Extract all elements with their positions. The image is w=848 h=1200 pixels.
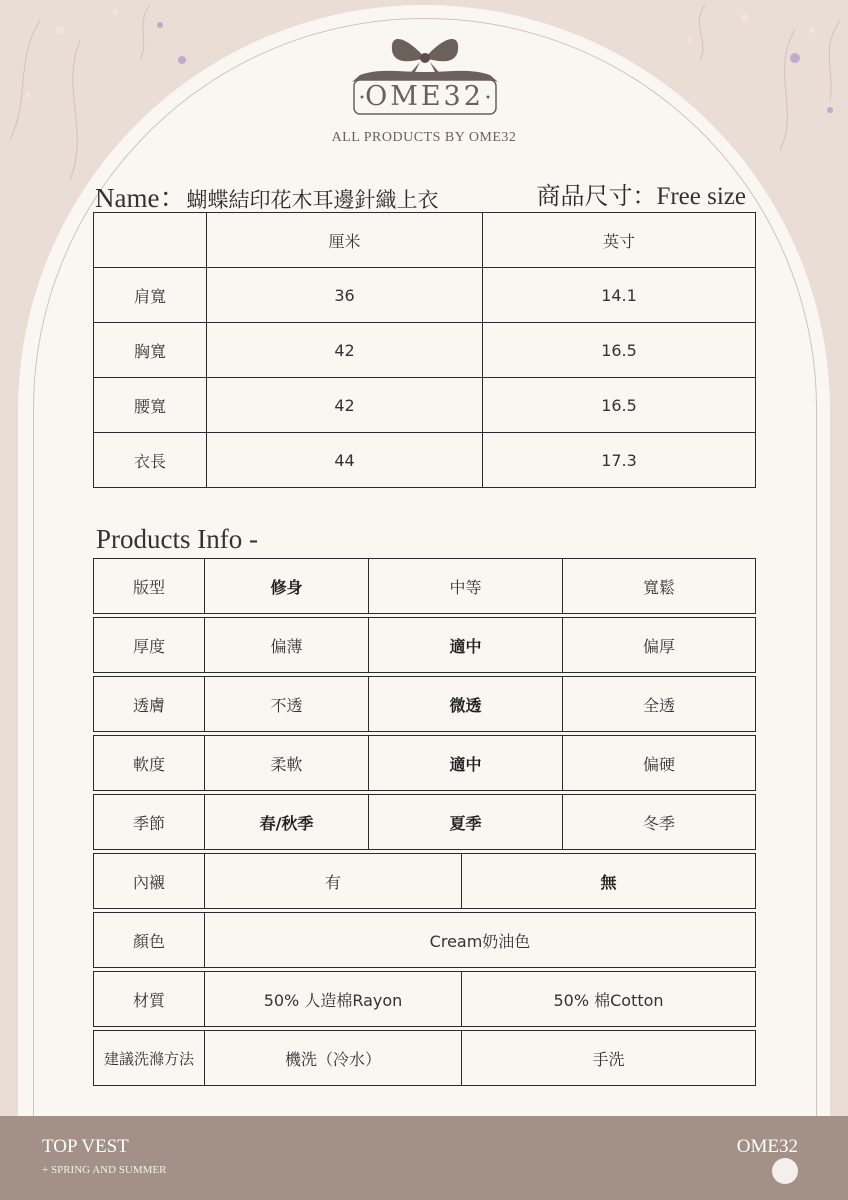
info-option: 中等 xyxy=(369,559,563,614)
brand-subtitle: ALL PRODUCTS BY OME32 xyxy=(331,130,517,145)
size-label: 商品尺寸： xyxy=(536,182,657,210)
table-cell: 肩寬 xyxy=(94,268,207,323)
products-info-title: Products Info - xyxy=(96,524,258,554)
header-cell xyxy=(94,213,207,268)
table-cell: 衣長 xyxy=(94,433,207,488)
info-option-selected: 無 xyxy=(462,854,756,909)
info-label: 軟度 xyxy=(94,736,205,791)
footer-subtitle: + SPRING AND SUMMER xyxy=(42,1164,167,1176)
info-value: 50% 棉Cotton xyxy=(462,972,756,1027)
table-cell: 腰寬 xyxy=(94,378,207,433)
info-value: 50% 人造棉Rayon xyxy=(205,972,462,1027)
footer-title: TOP VEST xyxy=(42,1136,129,1157)
table-header-row xyxy=(94,213,756,268)
info-option: 柔軟 xyxy=(205,736,369,791)
name-label: Name： xyxy=(95,183,187,213)
info-row-washing xyxy=(93,1030,756,1086)
info-option-selected: 夏季 xyxy=(369,795,563,850)
info-option-selected: 修身 xyxy=(205,559,369,614)
table-cell: 16.5 xyxy=(483,323,756,378)
table-row xyxy=(94,268,756,323)
table-cell: 16.5 xyxy=(483,378,756,433)
info-option: 偏厚 xyxy=(563,618,756,673)
header-cell: 厘米 xyxy=(207,213,483,268)
info-row-sheerness xyxy=(93,676,756,732)
footer-dot-icon xyxy=(772,1158,798,1184)
product-name-heading xyxy=(95,176,438,215)
info-option: 全透 xyxy=(563,677,756,732)
info-option: 不透 xyxy=(205,677,369,732)
info-row-lining xyxy=(93,853,756,909)
info-option: 有 xyxy=(205,854,462,909)
header-cell: 英寸 xyxy=(483,213,756,268)
info-option-selected: 適中 xyxy=(369,618,563,673)
table-cell: 36 xyxy=(207,268,483,323)
info-option: 偏硬 xyxy=(563,736,756,791)
table-cell: 42 xyxy=(207,378,483,433)
size-table xyxy=(93,212,756,488)
info-label: 材質 xyxy=(94,972,205,1027)
info-row-material xyxy=(93,971,756,1027)
table-row xyxy=(94,378,756,433)
product-name: 蝴蝶結印花木耳邊針織上衣 xyxy=(186,188,439,212)
size-value: Free size xyxy=(656,183,746,210)
table-cell: 42 xyxy=(207,323,483,378)
info-label: 內襯 xyxy=(94,854,205,909)
info-label: 透膚 xyxy=(94,677,205,732)
table-row xyxy=(94,323,756,378)
info-option-selected: 微透 xyxy=(369,677,563,732)
info-option-selected: 適中 xyxy=(369,736,563,791)
info-row-softness xyxy=(93,735,756,791)
footer-brand: OME32 xyxy=(736,1136,798,1157)
footer-bar xyxy=(0,1116,848,1200)
info-row-thickness xyxy=(93,617,756,673)
logo-text: OME32 xyxy=(365,81,484,112)
info-label: 版型 xyxy=(94,559,205,614)
info-row-fit xyxy=(93,558,756,614)
info-label: 厚度 xyxy=(94,618,205,673)
table-cell: 胸寬 xyxy=(94,323,207,378)
info-option: 偏薄 xyxy=(205,618,369,673)
info-option: 寬鬆 xyxy=(563,559,756,614)
info-row-color xyxy=(93,912,756,968)
info-value: Cream奶油色 xyxy=(205,913,756,968)
info-value: 手洗 xyxy=(462,1031,756,1086)
product-size-heading xyxy=(536,176,746,211)
info-label: 季節 xyxy=(94,795,205,850)
info-label: 建議洗滌方法 xyxy=(94,1031,205,1086)
info-option-selected: 春/秋季 xyxy=(205,795,369,850)
info-value: 機洗（冷水） xyxy=(205,1031,462,1086)
info-option: 冬季 xyxy=(563,795,756,850)
table-cell: 14.1 xyxy=(483,268,756,323)
table-cell: 44 xyxy=(207,433,483,488)
info-row-season xyxy=(93,794,756,850)
table-row xyxy=(94,433,756,488)
table-cell: 17.3 xyxy=(483,433,756,488)
info-label: 顏色 xyxy=(94,913,205,968)
